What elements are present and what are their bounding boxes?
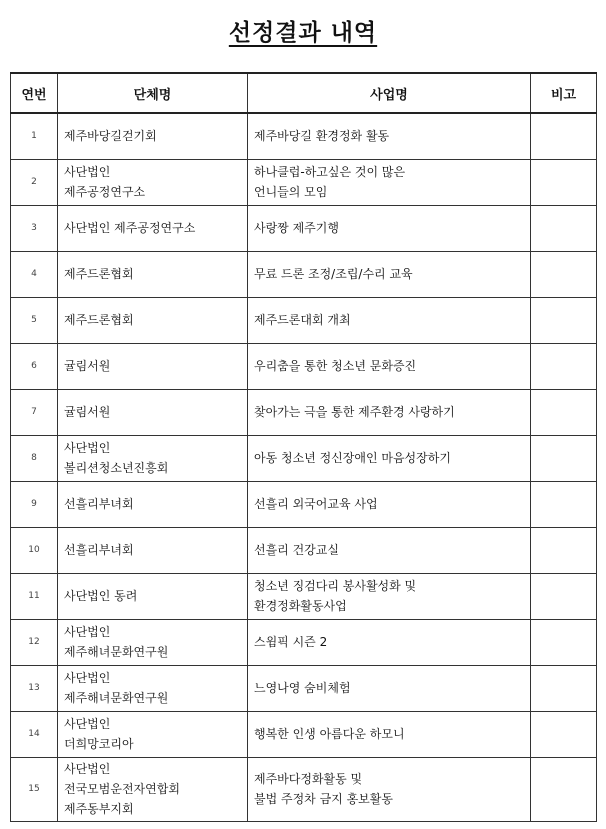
cell-project <box>248 113 531 159</box>
cell-note <box>531 343 597 389</box>
cell-note <box>531 389 597 435</box>
cell-no <box>11 435 58 481</box>
cell-org-text: 사단법인 전국모범운전자연합회 제주동부지회 <box>64 762 180 816</box>
cell-no-text: 7 <box>31 407 37 417</box>
cell-no <box>11 481 58 527</box>
cell-no-text: 12 <box>28 637 40 647</box>
cell-org-text: 선흘리부녀회 <box>64 543 134 557</box>
cell-no <box>11 343 58 389</box>
table-row <box>11 481 597 527</box>
cell-no <box>11 619 58 665</box>
cell-org <box>58 757 248 821</box>
table-row <box>11 297 597 343</box>
table-row <box>11 113 597 159</box>
cell-note <box>531 527 597 573</box>
page-title <box>0 14 606 47</box>
cell-note <box>531 711 597 757</box>
table-body <box>11 113 597 821</box>
cell-project-text: 사랑짱 제주기행 <box>254 221 339 235</box>
cell-org-text: 귤림서원 <box>64 359 111 373</box>
cell-project <box>248 481 531 527</box>
page-title-text: 선정결과 내역 <box>228 20 378 46</box>
cell-note <box>531 435 597 481</box>
cell-no <box>11 389 58 435</box>
cell-org <box>58 527 248 573</box>
header-note: 비고 <box>531 73 597 113</box>
cell-note <box>531 573 597 619</box>
cell-org-text: 제주드론협회 <box>64 313 134 327</box>
cell-org-text: 사단법인 제주공정연구소 <box>64 221 196 235</box>
cell-no-text: 6 <box>31 361 37 371</box>
cell-no-text: 11 <box>28 591 40 601</box>
header-no: 연번 <box>11 73 58 113</box>
cell-project <box>248 159 531 205</box>
cell-org <box>58 251 248 297</box>
table-row <box>11 343 597 389</box>
selection-results-table <box>10 72 597 822</box>
cell-project-text: 선흘리 건강교실 <box>254 543 339 557</box>
cell-no-text: 15 <box>28 784 40 794</box>
cell-note <box>531 113 597 159</box>
cell-note <box>531 251 597 297</box>
cell-project <box>248 343 531 389</box>
table-row <box>11 527 597 573</box>
table-row <box>11 251 597 297</box>
cell-org <box>58 205 248 251</box>
cell-project <box>248 757 531 821</box>
cell-no <box>11 757 58 821</box>
cell-no <box>11 251 58 297</box>
cell-org-text: 사단법인 제주해녀문화연구원 <box>64 671 169 705</box>
cell-project <box>248 297 531 343</box>
cell-note <box>531 297 597 343</box>
header-project: 사업명 <box>248 73 531 113</box>
cell-project <box>248 251 531 297</box>
cell-project-text: 찾아가는 극을 통한 제주환경 사랑하기 <box>254 405 455 419</box>
cell-no <box>11 113 58 159</box>
table-row <box>11 159 597 205</box>
cell-org-text: 제주드론협회 <box>64 267 134 281</box>
cell-no-text: 14 <box>28 729 40 739</box>
table-row <box>11 665 597 711</box>
table-row <box>11 435 597 481</box>
cell-org-text: 선흘리부녀회 <box>64 497 134 511</box>
cell-no-text: 4 <box>31 269 37 279</box>
cell-org <box>58 573 248 619</box>
cell-no-text: 1 <box>31 131 37 142</box>
cell-note <box>531 159 597 205</box>
cell-org <box>58 619 248 665</box>
cell-project-text: 무료 드론 조정/조립/수리 교육 <box>254 267 413 281</box>
cell-no-text: 8 <box>31 453 37 463</box>
table-row <box>11 205 597 251</box>
cell-project-text: 제주드론대회 개최 <box>254 313 351 327</box>
cell-project-text: 제주바당길 환경정화 활동 <box>254 129 390 144</box>
cell-project-text: 하나클럽-하고싶은 것이 많은 언니들의 모임 <box>254 165 406 199</box>
cell-org <box>58 481 248 527</box>
table-row <box>11 757 597 821</box>
table-row <box>11 711 597 757</box>
cell-org <box>58 159 248 205</box>
cell-no-text: 9 <box>31 499 37 509</box>
cell-project <box>248 527 531 573</box>
table-row <box>11 389 597 435</box>
cell-org-text: 제주바당길걷기회 <box>64 129 157 144</box>
cell-org-text: 귤림서원 <box>64 405 111 419</box>
cell-note <box>531 665 597 711</box>
cell-no <box>11 205 58 251</box>
cell-org <box>58 113 248 159</box>
cell-no-text: 13 <box>28 683 40 693</box>
cell-project-text: 스윔픽 시즌 2 <box>254 635 328 649</box>
cell-project <box>248 665 531 711</box>
cell-org-text: 사단법인 제주해녀문화연구원 <box>64 625 169 659</box>
cell-project-text: 제주바다정화활동 및 불법 주정차 금지 홍보활동 <box>254 772 393 806</box>
cell-project-text: 행복한 인생 아름다운 하모니 <box>254 727 405 741</box>
cell-project <box>248 389 531 435</box>
cell-project-text: 아동 청소년 정신장애인 마음성장하기 <box>254 451 451 465</box>
cell-project <box>248 619 531 665</box>
cell-no <box>11 711 58 757</box>
cell-note <box>531 481 597 527</box>
cell-org-text: 사단법인 더희망코리아 <box>64 717 134 751</box>
cell-note <box>531 205 597 251</box>
cell-no <box>11 527 58 573</box>
cell-org <box>58 665 248 711</box>
cell-no <box>11 159 58 205</box>
cell-org-text: 사단법인 동려 <box>64 589 138 603</box>
cell-org <box>58 389 248 435</box>
cell-org <box>58 297 248 343</box>
cell-project <box>248 435 531 481</box>
header-org: 단체명 <box>58 73 248 113</box>
table-row <box>11 573 597 619</box>
cell-project-text: 청소년 징검다리 봉사활성화 및 환경정화활동사업 <box>254 579 417 613</box>
cell-note <box>531 619 597 665</box>
cell-no <box>11 665 58 711</box>
cell-no-text: 10 <box>28 545 40 555</box>
cell-no-text: 2 <box>31 177 37 187</box>
cell-no-text: 3 <box>31 223 37 233</box>
cell-org <box>58 711 248 757</box>
cell-project <box>248 205 531 251</box>
cell-project-text: 우리춤을 통한 청소년 문화증진 <box>254 359 417 373</box>
cell-project <box>248 573 531 619</box>
table-header-row <box>11 73 597 113</box>
cell-org-text: 사단법인 볼리션청소년진흥회 <box>64 441 169 475</box>
table-row <box>11 619 597 665</box>
cell-org-text: 사단법인 제주공정연구소 <box>64 165 146 199</box>
cell-project <box>248 711 531 757</box>
cell-project-text: 선흘리 외국어교육 사업 <box>254 497 378 511</box>
cell-note <box>531 757 597 821</box>
cell-org <box>58 343 248 389</box>
cell-no <box>11 297 58 343</box>
cell-project-text: 느영나영 숨비체험 <box>254 681 351 695</box>
cell-no <box>11 573 58 619</box>
cell-no-text: 5 <box>31 315 37 325</box>
cell-org <box>58 435 248 481</box>
